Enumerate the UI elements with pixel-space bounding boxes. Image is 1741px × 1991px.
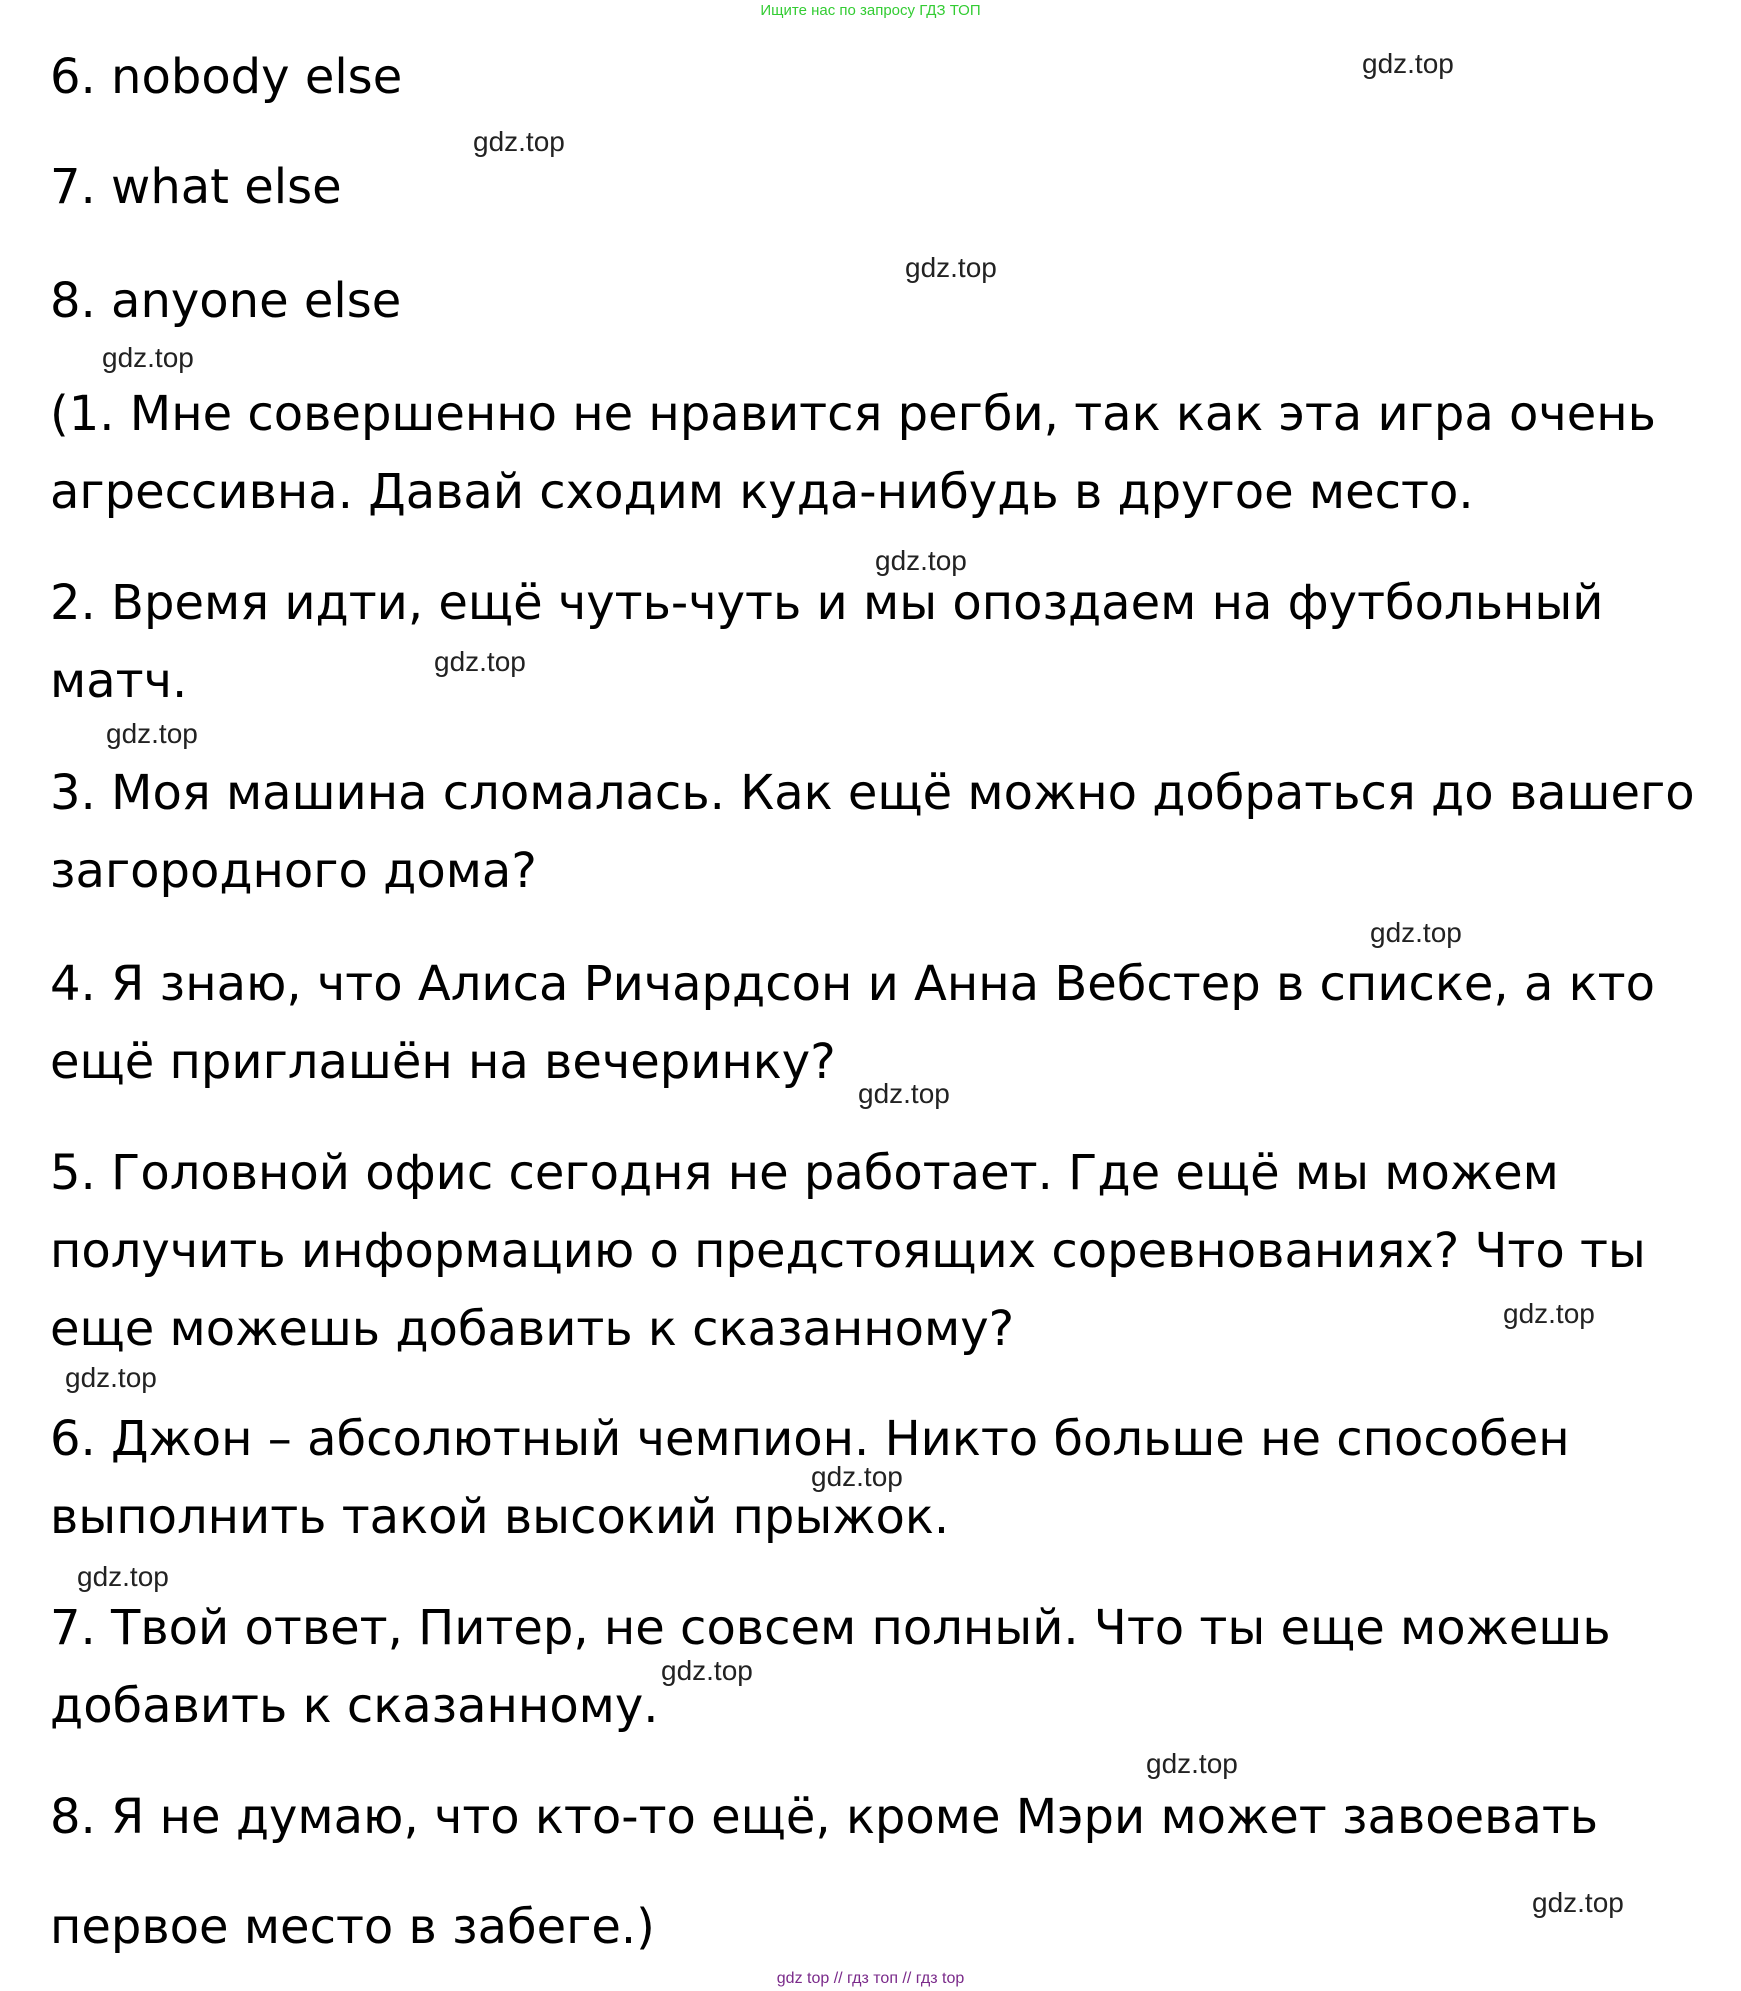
- watermark: gdz.top: [106, 718, 198, 749]
- watermark: gdz.top: [77, 1561, 169, 1592]
- watermark: gdz.top: [434, 646, 526, 677]
- watermark: gdz.top: [1362, 48, 1454, 79]
- watermark: gdz.top: [875, 545, 967, 576]
- watermark: gdz.top: [1503, 1298, 1595, 1329]
- translation-line: ещё приглашён на вечеринку?: [50, 1034, 836, 1090]
- watermark: gdz.top: [65, 1362, 157, 1393]
- translation-line: 4. Я знаю, что Алиса Ричардсон и Анна Вебстер в списке, а кто: [50, 956, 1655, 1012]
- watermark: gdz.top: [858, 1078, 950, 1109]
- answer-line: 8. anyone else: [50, 273, 402, 329]
- translation-line: 7. Твой ответ, Питер, не совсем полный. Что ты еще можешь: [50, 1600, 1611, 1656]
- translation-line: 3. Моя машина сломалась. Как ещё можно добраться до вашего: [50, 765, 1695, 821]
- watermark: gdz.top: [1146, 1748, 1238, 1779]
- translation-line: добавить к сказанному.: [50, 1678, 659, 1734]
- top-banner: Ищите нас по запросу ГДЗ ТОП: [760, 2, 981, 19]
- translation-line: загородного дома?: [50, 843, 537, 899]
- watermark: gdz.top: [811, 1461, 903, 1492]
- translation-line: получить информацию о предстоящих соревнованиях? Что ты: [50, 1223, 1646, 1279]
- watermark: gdz.top: [1532, 1887, 1624, 1918]
- translation-line: выполнить такой высокий прыжок.: [50, 1489, 950, 1545]
- answer-line: 7. what else: [50, 159, 342, 215]
- footer-watermark: gdz top // гдз топ // гдз top: [776, 1970, 965, 1987]
- watermark: gdz.top: [905, 252, 997, 283]
- translation-line: матч.: [50, 653, 188, 709]
- watermark: gdz.top: [473, 126, 565, 157]
- translation-line: 6. Джон – абсолютный чемпион. Никто больше не способен: [50, 1411, 1570, 1467]
- translation-line: первое место в забеге.): [50, 1899, 655, 1955]
- translation-line: 2. Время идти, ещё чуть-чуть и мы опоздаем на футбольный: [50, 575, 1604, 631]
- translation-line: (1. Мне совершенно не нравится регби, так как эта игра очень: [50, 386, 1656, 442]
- translation-line: 8. Я не думаю, что кто-то ещё, кроме Мэри может завоевать: [50, 1789, 1599, 1845]
- translation-line: агрессивна. Давай сходим куда-нибудь в другое место.: [50, 464, 1474, 520]
- answer-line: 6. nobody else: [50, 49, 403, 105]
- translation-line: 5. Головной офис сегодня не работает. Где ещё мы можем: [50, 1145, 1559, 1201]
- translation-line: еще можешь добавить к сказанному?: [50, 1301, 1015, 1357]
- watermark: gdz.top: [1370, 917, 1462, 948]
- watermark: gdz.top: [102, 342, 194, 373]
- watermark: gdz.top: [661, 1655, 753, 1686]
